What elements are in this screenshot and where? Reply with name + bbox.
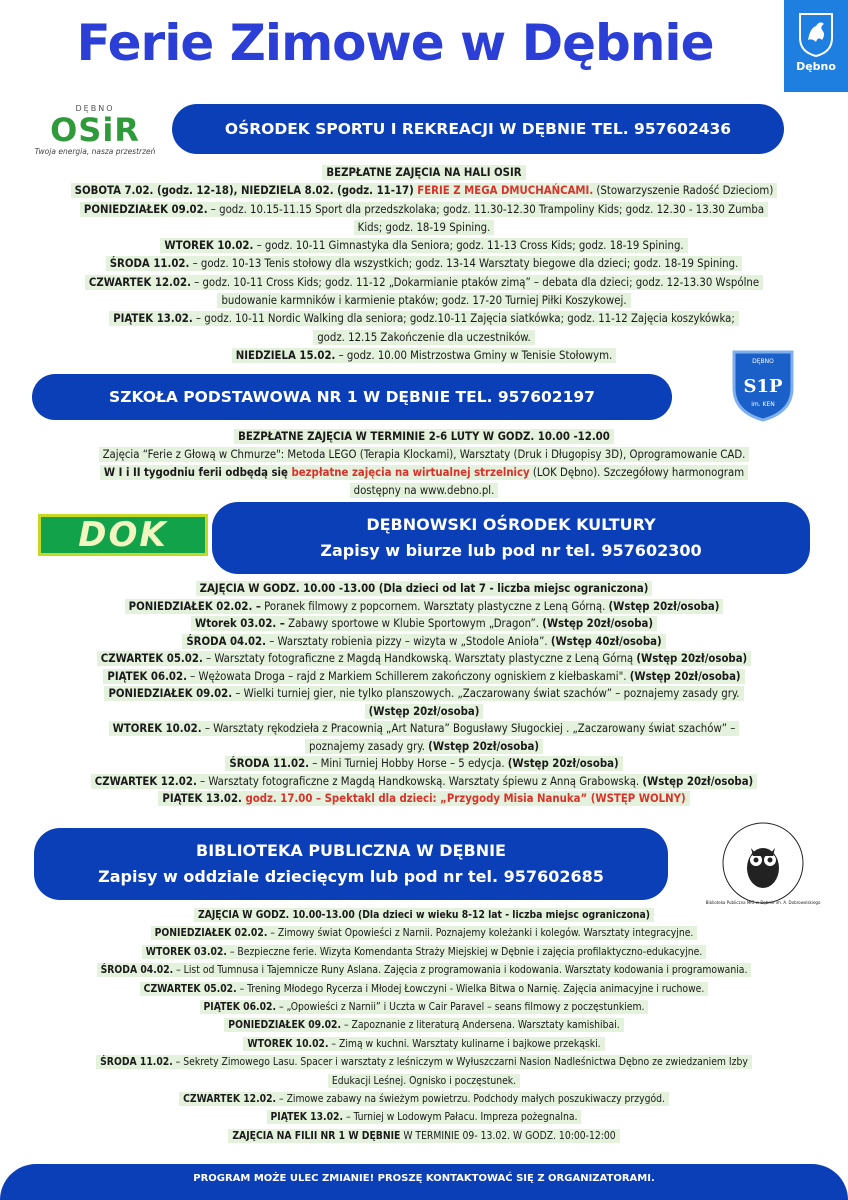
debno-crest-logo <box>784 0 848 92</box>
dok-l10-day: ŚRODA 11.02. <box>229 757 310 770</box>
dok-l9-price: (Wstęp 20zł/osoba) <box>428 739 539 753</box>
dok-l6-day: PONIEDZIAŁEK 09.02. <box>108 687 233 700</box>
sp1-logo-text: S1P <box>743 376 783 397</box>
osir-l10-rest: – godz. 10.00 Mistrzostwa Gminy w Tenisie Stołowym. <box>335 348 613 362</box>
dok-l8-rest: – Warsztaty rękodzieła z Pracownią „Art Natura” Bogusławy Sługockiej . „Zaczarowany świat szachów” – <box>201 722 736 735</box>
lib-heading: ZAJĘCIA W GODZ. 10.00-13.00 (Dla dzieci w wieku 8-12 lat - liczba miejsc ograniczona) <box>197 909 651 921</box>
lib-l5-rest: – „Opowieści z Narnii” i Uczta w Cair Paravel – seans filmowy z poczęstunkiem. <box>276 1001 645 1014</box>
dok-l3-rest: – Warsztaty robienia pizzy – wizyta w „Stodole Anioła”. <box>265 634 551 648</box>
dok-l11-price: (Wstęp 20zł/osoba) <box>642 774 754 788</box>
dok-l2-rest: Zabawy sportowe w Klubie Sportowym „Dragon”. <box>284 617 543 630</box>
osir-heading: BEZPŁATNE ZAJĘCIA NA HALI OSIR <box>326 166 522 179</box>
dok-logo: DOK <box>38 514 208 556</box>
sp1-section <box>20 428 828 500</box>
dok-l10-price: (Wstęp 20zł/osoba) <box>507 757 619 770</box>
footer-notice: PROGRAM MOŻE ULEC ZMIANIE! PROSZĘ KONTAKTOWAĆ SIĘ Z ORGANIZATORAMI. <box>0 1164 848 1200</box>
osir-logo-name: OSiR <box>50 111 140 149</box>
osir-l2-day: PONIEDZIAŁEK 09.02. <box>83 202 208 216</box>
dok-banner-line2: Zapisy w biurze lub pod nr tel. 957602300 <box>320 541 702 560</box>
dok-l5-day: PIĄTEK 06.02. <box>107 669 187 683</box>
dok-l3-price: (Wstęp 40zł/osoba) <box>550 634 662 648</box>
lib-l2-day: WTOREK 03.02. <box>145 945 227 958</box>
library-banner <box>34 828 668 900</box>
osir-l1-day: SOBOTA 7.02. (godz. 12-18), NIEDZIELA 8.02. (godz. 11-17) <box>74 184 418 198</box>
osir-l6-rest: – godz. 10-11 Cross Kids; godz. 11-12 „Dokarmianie ptaków zimą” – debata dla dzieci; godz. 12-13.30 Wspólne <box>190 275 760 289</box>
dok-l4-day: CZWARTEK 05.02. <box>100 652 203 665</box>
osir-logo <box>30 104 160 168</box>
page-title: Ferie Zimowe w Dębnie <box>76 14 714 72</box>
lib-l11-day: PIĄTEK 13.02. <box>270 1111 343 1124</box>
lib-l1-day: PONIEDZIAŁEK 02.02. <box>154 927 268 940</box>
sp1-logo-bottom: im. KEN <box>751 401 775 408</box>
dok-l6-rest: – Wielki turniej gier, nie tylko planszowych. „Zaczarowany świat szachów” – poznajemy zasady gry. <box>232 687 740 700</box>
lib-l2-rest: – Bezpieczne ferie. Wizyta Komendanta Straży Miejskiej w Dębnie i zajęcia profilaktyczno-edukacyjne. <box>226 945 703 958</box>
osir-l7: budowanie karmników i karmienie ptaków; godz. 17-20 Turniej Piłki Koszykowej. <box>221 294 627 308</box>
dok-l12-highlight: godz. 17.00 – Spektakl dla dzieci: „Przygody Misia Nanuka” (WSTĘP WOLNY) <box>245 792 686 805</box>
dok-l1-price: (Wstęp 20zł/osoba) <box>608 599 720 613</box>
dok-l11-rest: – Warsztaty fotograficzne z Magdą Handkowską. Warsztaty śpiewu z Anną Grabowską. <box>196 774 643 788</box>
sp1-heading: BEZPŁATNE ZAJĘCIA W TERMINIE 2-6 LUTY W GODZ. 10.00 -12.00 <box>238 430 610 443</box>
dok-l5-price: (Wstęp 20zł/osoba) <box>629 669 741 683</box>
dok-banner-line1: DĘBNOWSKI OŚRODEK KULTURY <box>366 515 656 534</box>
lib-l12-rest: W TERMINIE 09- 13.02. W GODZ. 10:00-12:00 <box>400 1129 616 1142</box>
dok-l1-day: PONIEDZIAŁEK 02.02. – <box>128 599 261 613</box>
osir-l8-day: PIĄTEK 13.02. <box>113 312 193 326</box>
osir-l1-rest: (Stowarzyszenie Radość Dzieciom) <box>593 184 774 198</box>
dok-l4-rest: – Warsztaty fotograficzne z Magdą Handkowską. Warsztaty plastyczne z Leną Górną <box>202 652 637 665</box>
dok-heading: ZAJĘCIA W GODZ. 10.00 -13.00 (Dla dzieci od lat 7 - liczba miejsc ograniczona) <box>199 582 649 595</box>
lib-l3-day: ŚRODA 04.02. <box>100 964 174 977</box>
osir-banner <box>172 104 784 154</box>
osir-logo-tagline: Twoja energia, nasza przestrzeń <box>34 147 156 156</box>
dok-l7-price: (Wstęp 20zł/osoba) <box>368 704 480 718</box>
sp1-banner <box>32 374 672 420</box>
sp1-l2-highlight: bezpłatne zajęcia na wirtualnej strzelnicy <box>291 466 530 479</box>
dok-section <box>20 580 828 808</box>
dok-l10-rest: – Mini Turniej Hobby Horse – 5 edycja. <box>309 757 508 770</box>
dok-l12-day: PIĄTEK 13.02. <box>162 792 246 805</box>
sp1-l2-rest: (LOK Dębno). Szczegółowy harmonogram <box>529 466 745 479</box>
dok-l1-rest: Poranek filmowy z popcornem. Warsztaty plastyczne z Leną Górną. <box>260 599 609 613</box>
dok-l3-day: ŚRODA 04.02. <box>186 634 266 648</box>
osir-logo-top: DĘBNO <box>75 104 115 113</box>
osir-l5-day: ŚRODA 11.02. <box>109 257 190 271</box>
osir-l2-rest: – godz. 10.15-11.15 Sport dla przedszkolaka; godz. 11.30-12.30 Trampoliny Kids; godz. 12.30 - 13.30 Zumba <box>207 202 765 216</box>
osir-l3: Kids; godz. 18-19 Spining. <box>357 220 491 234</box>
osir-l5-rest: – godz. 10-13 Tenis stołowy dla wszystkich; godz. 13-14 Warsztaty biegowe dla dzieci; godz. 18-19 Spining. <box>189 257 739 271</box>
lib-l10-day: CZWARTEK 12.02. <box>183 1093 277 1106</box>
sp1-banner-text: SZKOŁA PODSTAWOWA NR 1 W DĘBNIE TEL. 957602197 <box>109 388 595 406</box>
osir-l4-day: WTOREK 10.02. <box>164 239 254 253</box>
sp1-shield-logo <box>730 348 796 424</box>
lib-l7-day: WTOREK 10.02. <box>247 1037 329 1050</box>
sp1-l2-bold: W I i II tygodniu ferii odbędą się <box>103 466 292 479</box>
lib-l9: Edukacji Leśnej. Ognisko i poczęstunek. <box>331 1074 517 1087</box>
dok-l2-price: (Wstęp 20zł/osoba) <box>542 617 653 630</box>
lib-l1-rest: – Zimowy świat Opowieści z Narnii. Poznajemy koleżanki i kolegów. Warsztaty integracyjne. <box>267 927 694 940</box>
osir-l9: godz. 12.15 Zakończenie dla uczestników. <box>317 330 531 344</box>
sp1-logo-top: DĘBNO <box>752 358 774 365</box>
dok-l11-day: CZWARTEK 12.02. <box>94 774 197 788</box>
library-banner-line1: BIBLIOTEKA PUBLICZNA W DĘBNIE <box>196 841 506 860</box>
osir-l6-day: CZWARTEK 12.02. <box>88 275 191 289</box>
griffin-icon <box>796 10 836 58</box>
dok-l9-rest: poznajemy zasady gry. <box>309 739 429 753</box>
osir-l10-day: NIEDZIELA 15.02. <box>235 348 336 362</box>
lib-l3-rest: – List od Tumnusa i Tajemnicze Runy Aslana. Zajęcia z programowania i kodowania. Warsztaty kodowania i programowania. <box>173 964 748 977</box>
osir-section <box>20 164 828 365</box>
lib-l6-day: PONIEDZIAŁEK 09.02. <box>228 1019 342 1032</box>
lib-l8-day: ŚRODA 11.02. <box>100 1056 173 1069</box>
lib-l10-rest: – Zimowe zabawy na świeżym powietrzu. Podchody małych poszukiwaczy przygód. <box>276 1093 665 1106</box>
library-banner-line2: Zapisy w oddziale dziecięcym lub pod nr tel. 957602685 <box>98 867 604 886</box>
sp1-l1: Zajęcia “Ferie z Głową w Chmurze": Metoda LEGO (Terapia Klockami), Warsztaty (Druk i Długopisy 3D), Oprogramowanie CAD. <box>102 448 746 461</box>
osir-l1-highlight: FERIE Z MEGA DMUCHAŃCAMI. <box>417 184 594 198</box>
library-section <box>20 906 828 1145</box>
lib-l4-rest: – Trening Młodego Rycerza i Młodej Łowczyni - Wielka Bitwa o Narnię. Zajęcia animacyjne i ruchowe. <box>236 982 705 995</box>
dok-l5-rest: – Wężowata Droga – rajd z Markiem Schillerem zakończony ogniskiem z kiełbaskami". <box>186 669 630 683</box>
lib-l5-day: PIĄTEK 06.02. <box>203 1001 276 1014</box>
dok-banner <box>212 502 810 574</box>
dok-l8-day: WTOREK 10.02. <box>112 722 202 735</box>
lib-l11-rest: – Turniej w Lodowym Pałacu. Impreza pożegnalna. <box>343 1111 578 1124</box>
lib-l4-day: CZWARTEK 05.02. <box>143 982 237 995</box>
osir-l8-rest: – godz. 10-11 Nordic Walking dla seniora; godz.10-11 Zajęcia siatkówka; godz. 11-12 Zajęcia koszykówka; <box>192 312 735 326</box>
lib-l12-day: ZAJĘCIA NA FILII NR 1 W DĘBNIE <box>232 1129 401 1142</box>
lib-l8-rest: – Sekrety Zimowego Lasu. Spacer i warsztaty z leśniczym w Wyłuszczarni Nasion Nadleśnictwa Dębno ze zwiedzaniem Izby <box>172 1056 748 1069</box>
library-owl-logo <box>705 818 821 908</box>
osir-banner-text: OŚRODEK SPORTU I REKREACJI W DĘBNIE TEL. 957602436 <box>224 120 732 138</box>
lib-l7-rest: – Zimą w kuchni. Warsztaty kulinarne i bajkowe przekąski. <box>328 1037 601 1050</box>
owl-logo-caption: Biblioteka Publiczna MiG w Dębnie im. A. Dobrowolskiego <box>705 900 821 905</box>
dok-l4-price: (Wstęp 20zł/osoba) <box>636 652 748 665</box>
lib-l6-rest: – Zapoznanie z literaturą Andersena. Warsztaty kamishibai. <box>341 1019 620 1032</box>
dok-l2-day: Wtorek 03.02. – <box>195 617 285 630</box>
osir-l4-rest: – godz. 10-11 Gimnastyka dla Seniora; godz. 11-13 Cross Kids; godz. 18-19 Spining. <box>253 239 684 253</box>
crest-label: Dębno <box>796 60 836 73</box>
sp1-l3: dostępny na www.debno.pl. <box>353 484 495 497</box>
